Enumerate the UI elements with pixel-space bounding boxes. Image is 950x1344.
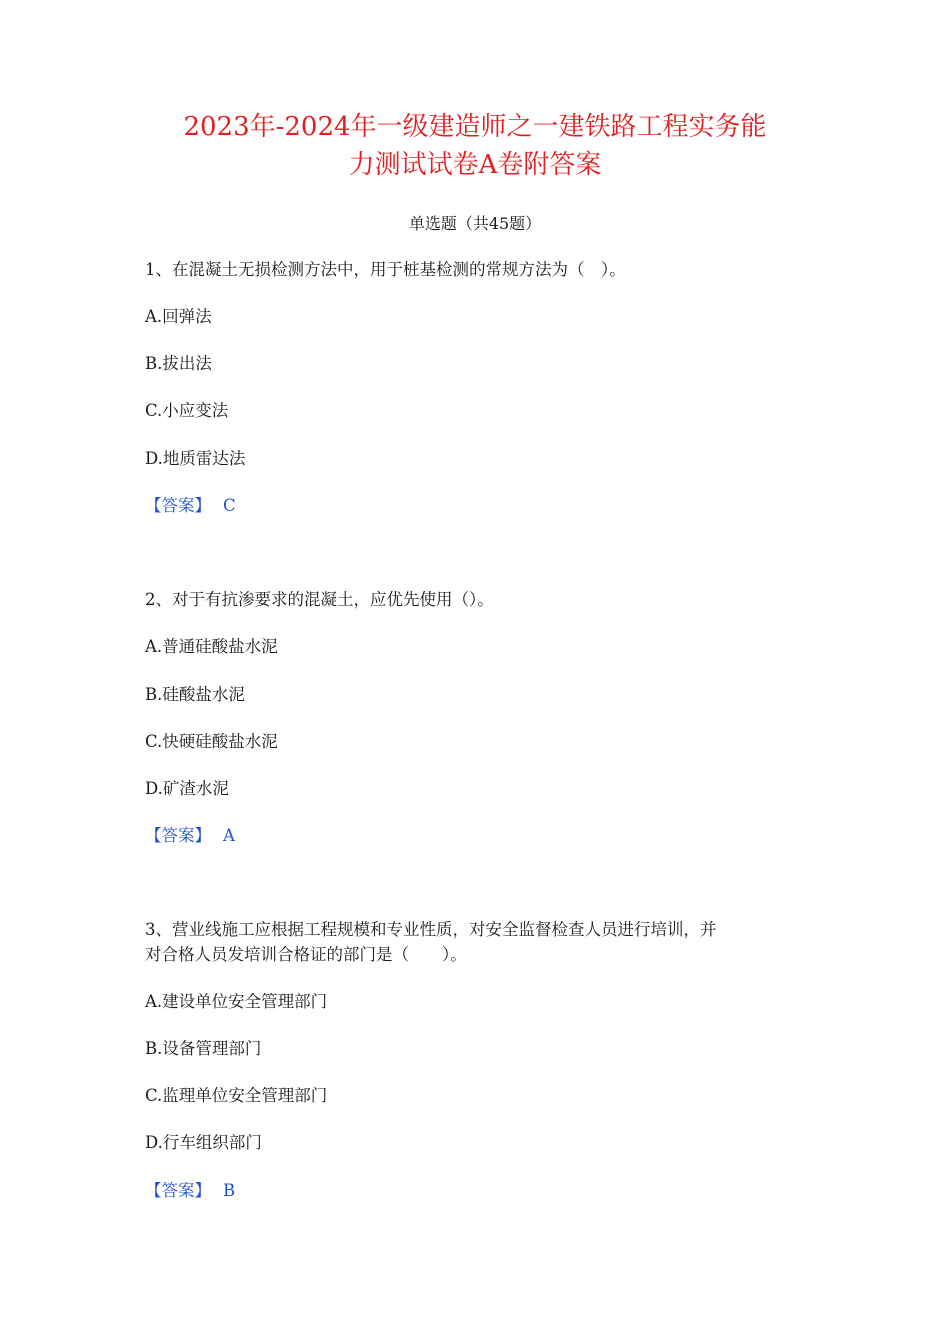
answer-label: 【答案】: [145, 1181, 211, 1200]
answer-label: 【答案】: [145, 826, 211, 845]
question-3-stem-line-1: 3、营业线施工应根据工程规模和专业性质，对安全监督检查人员进行培训，并: [145, 920, 717, 939]
document-title: [100, 108, 850, 184]
question-3-stem-line-2: 对合格人员发培训合格证的部门是（ ）。: [145, 945, 467, 964]
title-line-2: 力测试试卷A卷附答案: [348, 150, 602, 180]
title-line-1: 2023年-2024年一级建造师之一建铁路工程实务能: [183, 112, 767, 142]
section-heading: 单选题（共45题）: [408, 214, 542, 233]
answer-value: A: [223, 826, 235, 845]
question-2-option-d: D.矿渣水泥: [145, 779, 229, 798]
question-1-option-c: C.小应变法: [145, 401, 229, 420]
question-2-option-a: A.普通硅酸盐水泥: [145, 637, 278, 656]
question-2-option-b: B.硅酸盐水泥: [145, 685, 245, 704]
question-1-option-b: B.拔出法: [145, 354, 212, 373]
question-2-stem: 2、对于有抗渗要求的混凝土，应优先使用（）。: [145, 590, 494, 609]
question-1-option-d: D.地质雷达法: [145, 449, 246, 468]
question-2-answer: [145, 824, 235, 848]
answer-label: 【答案】: [145, 496, 211, 515]
question-3-option-b: B.设备管理部门: [145, 1039, 262, 1058]
question-3-option-c: C.监理单位安全管理部门: [145, 1086, 328, 1105]
question-2-option-c: C.快硬硅酸盐水泥: [145, 732, 278, 751]
question-1-option-a: A.回弹法: [145, 307, 212, 326]
question-1-stem: 1、在混凝土无损检测方法中，用于桩基检测的常规方法为（ ）。: [145, 260, 626, 279]
question-3-option-d: D.行车组织部门: [145, 1133, 262, 1152]
question-3-answer: [145, 1179, 235, 1203]
question-1-answer: [145, 494, 236, 518]
answer-value: C: [223, 496, 236, 515]
answer-value: B: [223, 1181, 236, 1200]
question-3-option-a: A.建设单位安全管理部门: [145, 992, 328, 1011]
